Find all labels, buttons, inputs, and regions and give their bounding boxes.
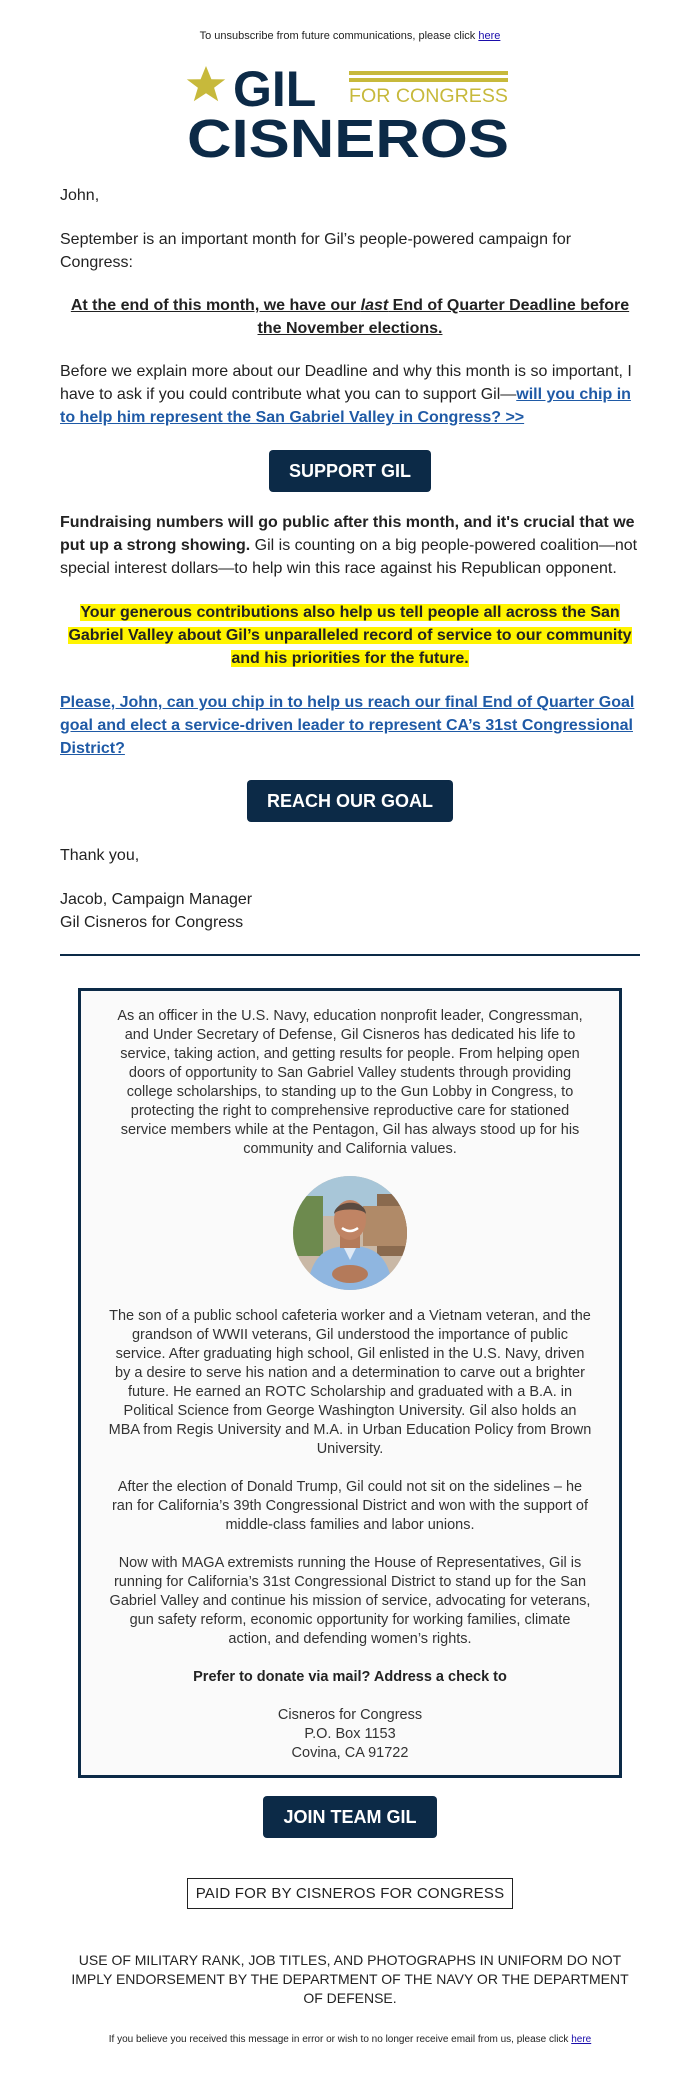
logo-cisneros: CISNEROS (187, 109, 509, 162)
deadline-text-c: End of Quarter Deadline before the November elections. (257, 297, 630, 337)
support-gil-button[interactable]: SUPPORT GIL (269, 450, 431, 492)
greeting: John, (60, 187, 100, 204)
reach-goal-button[interactable]: REACH OUR GOAL (247, 780, 453, 822)
explain-text: Before we explain more about our Deadline and why this month is so important, I have to ask if you could contribute what you can to support Gil— (60, 363, 632, 403)
signature-name: Jacob, Campaign Manager (60, 891, 253, 908)
button1-wrap (60, 450, 640, 492)
error-notice-link[interactable]: here (571, 2034, 592, 2045)
paid-for-box: PAID FOR BY CISNEROS FOR CONGRESS (187, 1878, 514, 1909)
address-line-2: P.O. Box 1153 (304, 1726, 396, 1742)
join-team-button[interactable]: JOIN TEAM GIL (263, 1796, 437, 1838)
error-notice (0, 2034, 700, 2045)
campaign-logo (0, 62, 700, 162)
section-divider (60, 954, 640, 956)
highlight-text: Your generous contributions also help us tell people all across the San Gabriel Valley about Gil’s unparalleled record of service to our community and his priorities for the future. (68, 604, 632, 667)
deadline-text-b: last (360, 297, 389, 314)
explain-paragraph (60, 360, 640, 429)
explain-donate-link[interactable]: will you chip in to help him represent the San Gabriel Valley in Congress? >> (60, 386, 631, 426)
mail-heading: Prefer to donate via mail? Address a check to (193, 1669, 507, 1685)
logo-gil: GIL (233, 62, 317, 117)
bio-box (78, 988, 622, 1778)
paid-for-wrap (0, 1878, 700, 1909)
unsubscribe-bar (0, 0, 700, 44)
star-icon (187, 66, 225, 101)
intro-paragraph: September is an important month for Gil’s people-powered campaign for Congress: (60, 231, 572, 271)
error-notice-text: If you believe you received this message in error or wish to no longer receive email from us, please click (108, 2034, 569, 2045)
fundraising-rest: Gil is counting on a big people-powered coalition—not special interest dollars—to help win this race against his Republican opponent. (60, 537, 638, 577)
ask-paragraph (60, 691, 640, 760)
fundraising-paragraph (60, 511, 640, 580)
logo-graphic (185, 62, 515, 162)
deadline-paragraph (60, 294, 640, 340)
bio-paragraph-1: As an officer in the U.S. Navy, education nonprofit leader, Congressman, and Under Secretary of Defense, Gil Cisneros has dedicated his life to service, taking action, and getting results for people. From helping open doors of opportunity to San Gabriel Valley students through providing college scholarships, to standing up to the Gun Lobby in Congress, to protecting the right to comprehensive reproductive care for stationed service members while at the Pentagon, Gil has always stood up for his community and California values. (117, 1008, 583, 1157)
portrait-wrap (107, 1176, 593, 1290)
logo-tagline: FOR CONGRESS (349, 86, 508, 107)
bio-paragraph-2: The son of a public school cafeteria worker and a Vietnam veteran, and the grandson of WWII veterans, Gil understood the importance of public service. After graduating high school, Gil enlisted in the U.S. Navy, driven by a desire to serve his nation and a determination to carve out a brighter future. He earned an ROTC Scholarship and graduated with a B.A. in Political Science from George Washington University. Gil also holds an MBA from Regis University and M.A. in Urban Education Policy from Brown University. (108, 1308, 592, 1457)
unsubscribe-link[interactable]: here (478, 30, 501, 42)
highlight-paragraph (60, 601, 640, 670)
thanks: Thank you, (60, 847, 140, 864)
disclaimer: USE OF MILITARY RANK, JOB TITLES, AND PHOTOGRAPHS IN UNIFORM DO NOT IMPLY ENDORSEMENT BY THE DEPARTMENT OF THE NAVY OR THE DEPARTMENT OF DEFENSE. (71, 1952, 629, 2006)
letter-body (0, 184, 700, 934)
signature-org: Gil Cisneros for Congress (60, 914, 244, 931)
ask-donate-link[interactable]: Please, John, can you chip in to help us reach our final End of Quarter Goal goal and elect a service-driven leader to represent CA’s 31st Congressional District? (60, 694, 635, 757)
logo-stripe-mid (349, 78, 508, 82)
portrait-photo (293, 1176, 407, 1290)
unsubscribe-text: To unsubscribe from future communications, please click (199, 30, 476, 42)
bio-paragraph-4: Now with MAGA extremists running the House of Representatives, Gil is running for California’s 31st Congressional District to stand up for the San Gabriel Valley and continue his mission of service, advocating for veterans, gun safety reform, economic opportunity for working families, climate action, and defending women’s rights. (109, 1555, 591, 1647)
button3-wrap (0, 1796, 700, 1838)
deadline-text-a: At the end of this month, we have our (70, 297, 361, 314)
fundraising-bold: Fundraising numbers will go public after this month, and it's crucial that we put up a strong showing. (60, 514, 635, 554)
button2-wrap (60, 780, 640, 822)
logo-stripe-top (349, 71, 508, 75)
address-line-1: Cisneros for Congress (277, 1707, 423, 1723)
bio-paragraph-3: After the election of Donald Trump, Gil could not sit on the sidelines – he ran for California’s 39th Congressional District and won with the support of middle-class families and labor unions. (111, 1479, 589, 1533)
address-line-3: Covina, CA 91722 (291, 1745, 409, 1761)
